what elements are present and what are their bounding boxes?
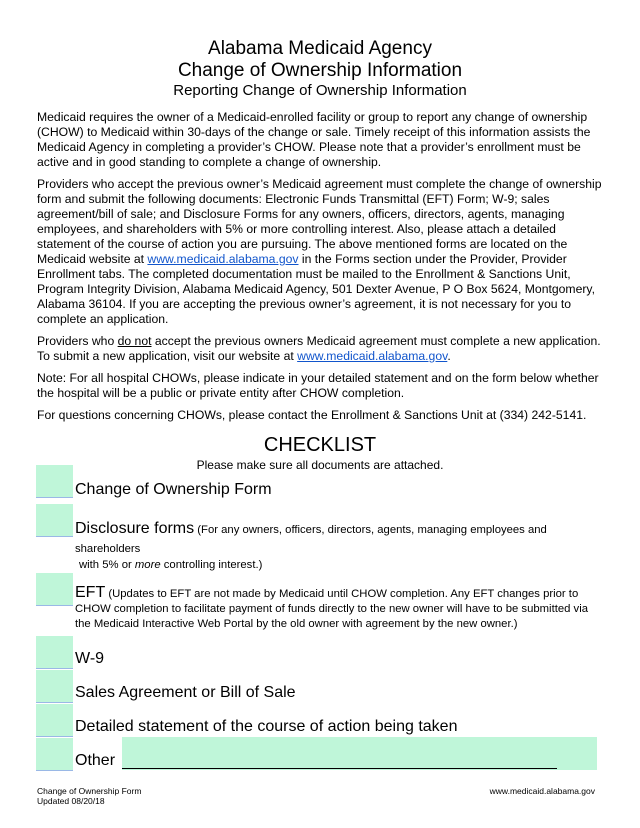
checkbox-eft[interactable] <box>36 573 73 606</box>
contact-paragraph: For questions concerning CHOWs, please contact the Enrollment & Sanctions Unit at (334) 242-5141. <box>37 408 587 422</box>
checkbox-chow-form[interactable] <box>36 465 73 498</box>
checkbox-detailed-statement[interactable] <box>36 704 73 737</box>
form-title: Change of Ownership Information <box>177 60 463 81</box>
text: Disclosure forms <box>75 520 195 537</box>
footer-left <box>37 786 141 806</box>
text: EFT <box>75 584 106 601</box>
text: . <box>447 349 451 363</box>
text: with 5% or <box>79 559 135 571</box>
checklist-item <box>0 465 640 504</box>
text: Providers who <box>37 334 118 348</box>
text: Providers who accept the previous owner’s Medicaid agreement must complete the change of ownership form and submit the following documents: Electronic Funds Transmittal (EFT) Form; W-9; sales agreement/bill of sale; and Disclosure Forms for any owners, officers, directors, agents, managing employees, and shareholders with 5% or more controlling interest. Also, please attach a detailed statement of the course of action you are pursuing. The above mentioned forms are located on the Medicaid website at <box>37 177 602 266</box>
checklist-item <box>0 704 640 738</box>
item-label: Other <box>75 752 116 769</box>
text: accept the previous owners Medicaid agreement must complete a new application. To submit a new application, visit our website at <box>37 334 601 363</box>
item-note <box>75 558 605 573</box>
item-label: Detailed statement of the course of action being taken <box>75 718 458 735</box>
checklist-item <box>0 573 640 632</box>
not-accept-paragraph <box>37 334 607 364</box>
item-label <box>75 585 605 632</box>
footer-form-name: Change of Ownership Form <box>37 786 142 796</box>
item-label: Change of Ownership Form <box>75 481 272 498</box>
checklist-item <box>0 636 640 670</box>
intro-paragraph: Medicaid requires the owner of a Medicaid-enrolled facility or group to report any change of ownership (CHOW) to Medicaid within 30-days of the change or sale. Timely receipt of this information assists the Medicaid Agency in completing a provider’s CHOW. Please note that a provider’s enrollment must be active and in good standing to complete a change of ownership. <box>37 110 591 169</box>
checklist-subtitle: Please make sure all documents are attached. <box>196 458 444 472</box>
checkbox-sales-agreement[interactable] <box>36 670 73 703</box>
checkbox-w9[interactable] <box>36 636 73 669</box>
website-link[interactable]: www.medicaid.alabama.gov <box>147 252 299 266</box>
website-link[interactable]: www.medicaid.alabama.gov <box>297 349 448 363</box>
checkbox-other[interactable] <box>36 738 73 771</box>
text: in the Forms section under the Provider, Provider Enrollment tabs. The completed documentation must be mailed to the Enrollment & Sanctions Unit, Program Integrity Division, Alabama Medicaid Agency, 501 Dexter Avenue, P O Box 5624, Montgomery, Alabama 36104. If you are accepting the previous owner’s agreement, it is not necessary for you to complete an application. <box>37 252 595 326</box>
item-label: W-9 <box>75 650 105 667</box>
note: (For any owners, officers, directors, agents, managing employees and shareholders <box>75 524 547 555</box>
text: more <box>134 559 161 571</box>
footer-website: www.medicaid.alabama.gov <box>489 786 595 796</box>
checklist-item <box>0 738 640 772</box>
note: (Updates to EFT are not made by Medicaid until CHOW completion. Any EFT changes prior to CHOW completion to facilitate payment of funds directly to the new owner will have to be submitted via the Medicaid Interactive Web Portal by the old owner with agreement by the new owner.) <box>75 588 588 630</box>
text: controlling interest.) <box>160 559 263 571</box>
checklist <box>0 465 640 772</box>
form-subtitle: Reporting Change of Ownership Information <box>173 82 467 99</box>
item-label <box>75 520 605 558</box>
instructions <box>37 110 607 430</box>
hospital-note: Note: For all hospital CHOWs, please indicate in your detailed statement and on the form below whether the hospital will be a public or private entity after CHOW completion. <box>37 371 599 400</box>
item-label: Sales Agreement or Bill of Sale <box>75 684 296 701</box>
footer-updated: Updated 08/20/18 <box>37 796 105 806</box>
text: do not <box>117 334 152 348</box>
checklist-item <box>0 670 640 704</box>
checklist-item <box>0 504 640 573</box>
checkbox-disclosure[interactable] <box>36 504 73 537</box>
checklist-title: CHECKLIST <box>263 434 377 456</box>
accept-paragraph <box>37 177 607 327</box>
agency-title: Alabama Medicaid Agency <box>208 38 432 59</box>
